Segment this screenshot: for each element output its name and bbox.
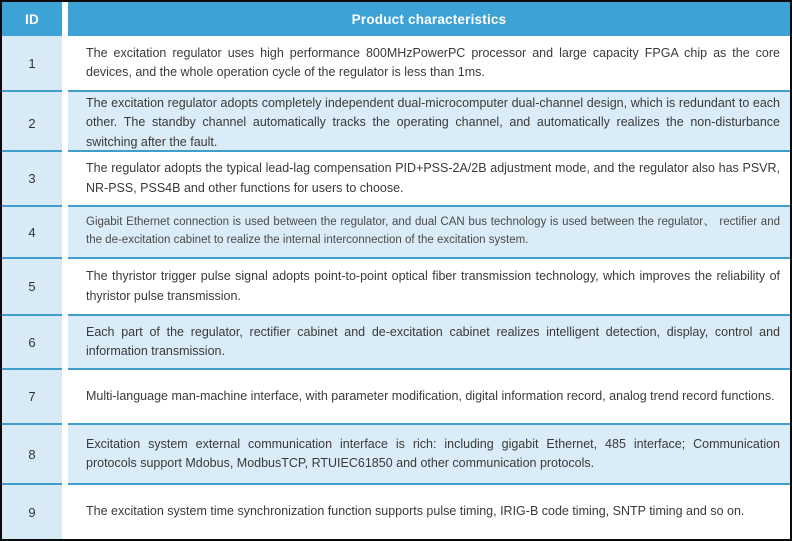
row-id-cell: 7: [2, 368, 62, 423]
characteristic-text: Each part of the regulator, rectifier cabinet and de-excitation cabinet realizes intelligent detection, display, control and information transmission.: [86, 324, 780, 358]
characteristic-cell: [68, 205, 790, 257]
row-id-cell: 6: [2, 314, 62, 368]
table-row: [2, 150, 790, 205]
characteristic-text: The regulator adopts the typical lead-lag compensation PID+PSS-2A/2B adjustment mode, and the regulator also has PSVR, NR-PSS, PSS4B and other functions for users to choose.: [86, 161, 780, 195]
table-row: [2, 368, 790, 423]
characteristic-text: The excitation regulator uses high performance 800MHzPowerPC processor and large capacity FPGA chip as the core devices, and the whole operation cycle of the regulator is less than 1ms.: [86, 45, 780, 79]
row-id-cell: 4: [2, 205, 62, 257]
characteristics-column-header: Product characteristics: [68, 2, 790, 36]
characteristic-text: The excitation system time synchronization function supports pulse timing, IRIG-B code timing, SNTP timing and so on.: [86, 504, 745, 519]
row-id-cell: 8: [2, 423, 62, 483]
row-id-cell: 5: [2, 257, 62, 314]
characteristic-text: Multi-language man-machine interface, with parameter modification, digital information record, analog trend record functions.: [86, 388, 775, 403]
characteristic-cell: [68, 90, 790, 154]
table-row: [2, 314, 790, 368]
table-row: [2, 205, 790, 257]
row-id-cell: 2: [2, 90, 62, 154]
table-row: [2, 90, 790, 150]
characteristic-cell: [68, 483, 790, 539]
characteristic-text: Excitation system external communication interface is rich: including gigabit Ethernet, 485 interface; Communication protocols support Mdobus, ModbusTCP, RTUIEC61850 and other communication protocols.: [86, 436, 780, 470]
characteristic-cell: [68, 368, 790, 423]
characteristic-text: The thyristor trigger pulse signal adopts point-to-point optical fiber transmission technology, which improves the reliability of thyristor pulse transmission.: [86, 269, 780, 303]
characteristic-cell: [68, 314, 790, 368]
table-row: [2, 483, 790, 539]
characteristic-cell: [68, 257, 790, 314]
row-id-cell: 1: [2, 36, 62, 90]
characteristic-text: Gigabit Ethernet connection is used between the regulator, and dual CAN bus technology is used between the regulator、 rectifier and the de-excitation cabinet to realize the internal interconnection of the excitation system.: [86, 216, 780, 246]
header-row: [2, 2, 790, 36]
characteristic-cell: [68, 423, 790, 483]
id-column-header: ID: [2, 2, 62, 36]
characteristic-cell: [68, 150, 790, 205]
table-row: [2, 36, 790, 90]
row-id-cell: 3: [2, 150, 62, 205]
table-row: [2, 423, 790, 483]
table-row: [2, 257, 790, 314]
characteristic-text: The excitation regulator adopts completely independent dual-microcomputer dual-channel design, which is redundant to each other. The standby channel automatically tracks the operating channel, and automatically realizes the non-disturbance switching after the fault.: [86, 96, 780, 149]
row-id-cell: 9: [2, 483, 62, 539]
characteristic-cell: [68, 36, 790, 90]
